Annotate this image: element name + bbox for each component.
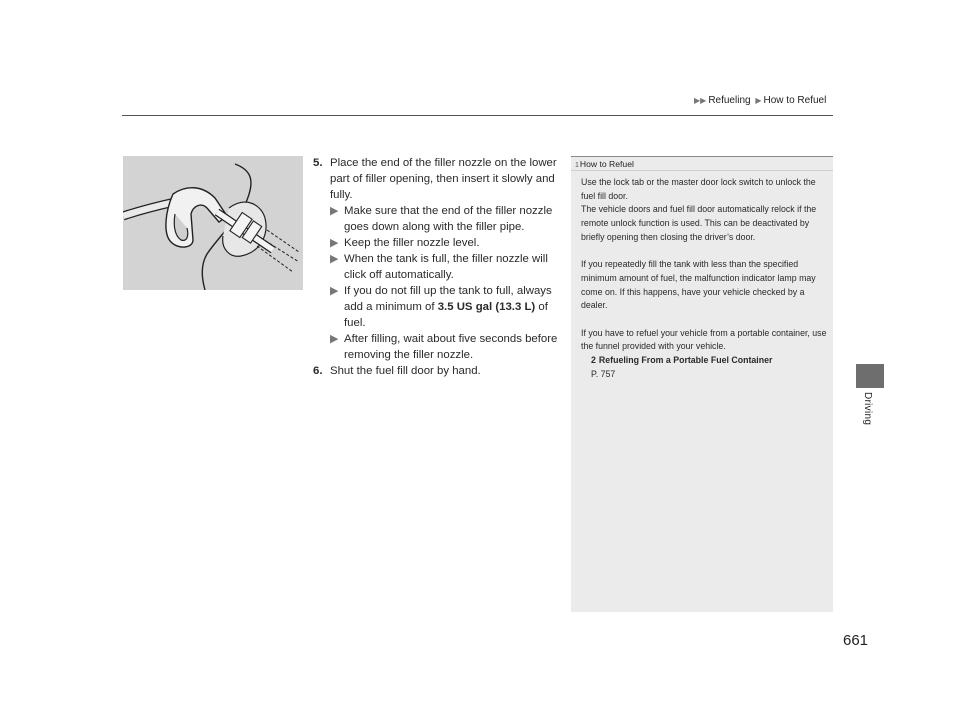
reference-page[interactable]: P. 757	[591, 368, 616, 379]
sub-step-text: of fuel.	[344, 301, 548, 329]
step-5	[313, 155, 563, 363]
sub-step-text: Make sure that the end of the filler nozzle goes down along with the filler pipe.	[344, 205, 553, 233]
fuel-nozzle-figure	[123, 156, 303, 290]
step-6	[313, 363, 563, 379]
sub-step	[330, 203, 563, 235]
sub-step	[330, 283, 563, 331]
reference-title[interactable]: Refueling From a Portable Fuel Container	[598, 355, 773, 366]
reference-arrow-icon: 2	[591, 355, 596, 366]
cross-reference-link[interactable]	[581, 354, 829, 381]
breadcrumb	[694, 95, 826, 106]
info-marker-icon: 1	[575, 162, 579, 169]
breadcrumb-page[interactable]: How to Refuel	[763, 95, 827, 106]
arrow-icon: ▶	[330, 285, 339, 297]
note-body	[581, 176, 829, 382]
step-text: Shut the fuel fill door by hand.	[330, 365, 481, 377]
chapter-tab-label: Driving	[862, 392, 873, 426]
fuel-nozzle-illustration-icon	[123, 156, 303, 290]
breadcrumb-section[interactable]: Refueling	[708, 95, 751, 106]
sub-step-text: If you do not fill up the tank to full, always add a minimum of	[344, 285, 552, 313]
breadcrumb-arrow-icon: ▶	[755, 96, 762, 105]
note-header	[571, 156, 833, 171]
arrow-icon: ▶	[330, 333, 339, 345]
info-note-panel	[571, 156, 833, 612]
refuel-steps	[313, 155, 563, 379]
page-number: 661	[843, 632, 869, 649]
arrow-icon: ▶	[330, 237, 339, 249]
note-paragraph: Use the lock tab or the master door lock switch to unlock the fuel fill door.	[581, 177, 816, 201]
sub-step	[330, 331, 563, 363]
arrow-icon: ▶	[330, 205, 339, 217]
chapter-tab[interactable]	[856, 364, 884, 388]
step-number: 6.	[313, 365, 323, 377]
note-paragraph: If you repeatedly fill the tank with less than the specified minimum amount of fuel, the malfunction indicator lamp may come on. If this happens, have your vehicle checked by a dealer.	[581, 259, 816, 311]
header-rule	[122, 115, 833, 116]
sub-step	[330, 235, 563, 251]
note-divider	[571, 170, 833, 171]
minimum-fuel-amount: 3.5 US gal (13.3 L)	[437, 301, 536, 313]
sub-step-text: After filling, wait about five seconds before removing the filler nozzle.	[344, 333, 558, 361]
sub-step-text: When the tank is full, the filler nozzle will click off automatically.	[344, 253, 548, 281]
arrow-icon: ▶	[330, 253, 339, 265]
sub-step-text: Keep the filler nozzle level.	[344, 237, 480, 249]
note-paragraph: The vehicle doors and fuel fill door automatically relock if the remote unlock function is used. This can be deactivated by briefly opening then closing the driver’s door.	[581, 204, 817, 242]
sub-step	[330, 251, 563, 283]
step-text: Place the end of the filler nozzle on the lower part of filler opening, then insert it slowly and fully.	[330, 157, 557, 201]
note-title-text: How to Refuel	[579, 159, 634, 169]
note-paragraph: If you have to refuel your vehicle from a portable container, use the funnel provided with your vehicle.	[581, 327, 827, 352]
note-title	[575, 159, 634, 169]
breadcrumb-arrow-icon: ▶▶	[694, 96, 707, 105]
step-number: 5.	[313, 157, 323, 169]
